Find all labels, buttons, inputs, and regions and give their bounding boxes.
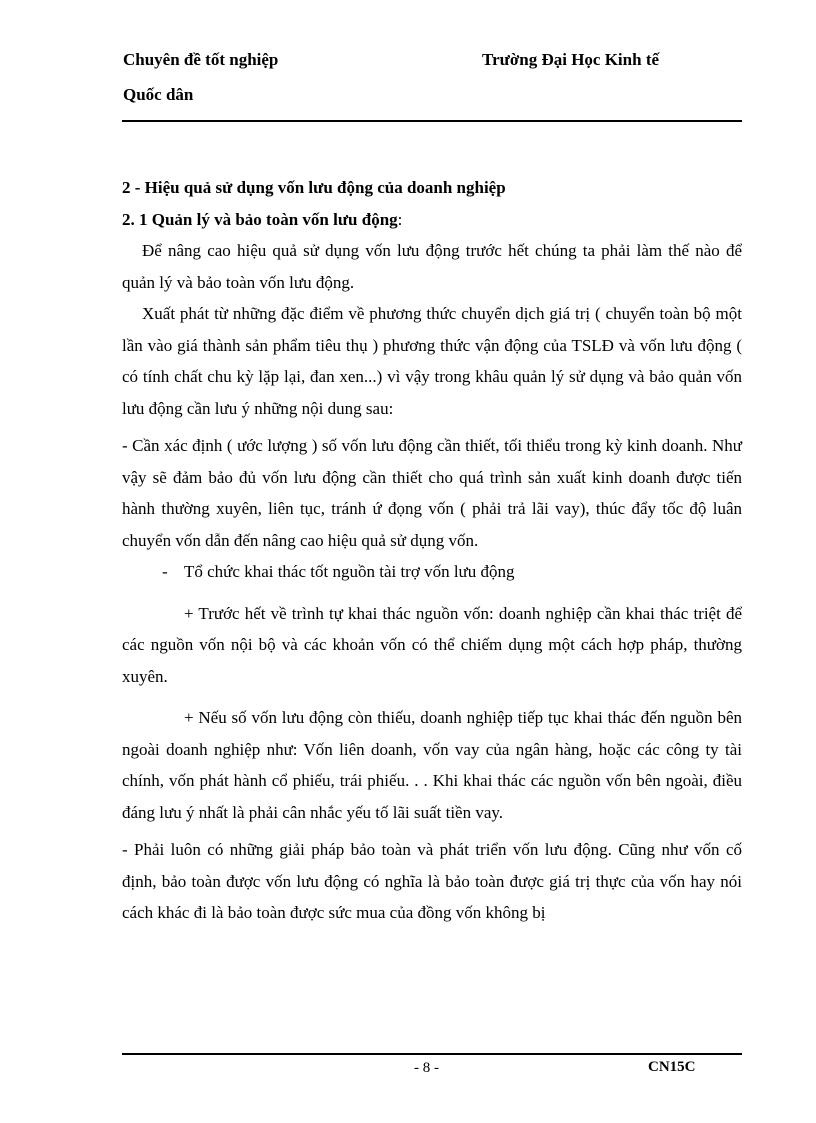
section-heading: 2 - Hiệu quả sử dụng vốn lưu động của doanh nghiệp <box>122 178 506 197</box>
footer-rule <box>122 1053 742 1055</box>
subsection-heading-text: 2. 1 Quản lý và bảo toàn vốn lưu động <box>122 209 398 229</box>
bullet-item <box>122 556 742 588</box>
paragraph-1: Để nâng cao hiệu quả sử dụng vốn lưu động trước hết chúng ta phải làm thế nào để quản lý và bảo toàn vốn lưu động. <box>122 241 742 292</box>
paragraph-2: Xuất phát từ những đặc điểm về phương thức chuyển dịch giá trị ( chuyển toàn bộ một lần vào giá thành sản phẩm tiêu thụ ) phương thức vận động của TSLĐ và vốn lưu động ( có tính chất chu kỳ lặp lại, đan xen...) vì vậy trong khâu quản lý sử dụng và bảo quản vốn lưu động cần lưu ý những nội dung sau: <box>122 304 742 418</box>
subsection-heading <box>122 204 742 236</box>
header-right: Trường Đại Học Kinh tế <box>482 50 660 69</box>
paragraph-5: + Nếu số vốn lưu động còn thiếu, doanh nghiệp tiếp tục khai thác đến nguồn bên ngoài doanh nghiệp như: Vốn liên doanh, vốn vay của ngân hàng, hoặc các công ty tài chính, vốn phát hành cổ phiếu, trái phiếu. . . Khi khai thác các nguồn vốn bên ngoài, điều đáng lưu ý nhất là phải cân nhắc yếu tố lãi suất tiền vay. <box>122 708 742 822</box>
subsection-heading-suffix: : <box>397 209 403 229</box>
paragraph-3: - Cần xác định ( ước lượng ) số vốn lưu động cần thiết, tối thiểu trong kỳ kinh doanh. Như vậy sẽ đảm bảo đủ vốn lưu động cần thiết cho quá trình sản xuất kinh doanh được tiến hành thường xuyên, liên tục, tránh ứ đọng vốn ( phải trả lãi vay), thúc đẩy tốc độ luân chuyển vốn dẫn đến nâng cao hiệu quả sử dụng vốn. <box>122 436 742 550</box>
paragraph-4: + Trước hết về trình tự khai thác nguồn vốn: doanh nghiệp cần khai thác triệt để các nguồn vốn nội bộ và các khoản vốn có thể chiếm dụng một cách hợp pháp, thường xuyên. <box>122 603 742 686</box>
footer-code: CN15C <box>648 1059 696 1075</box>
bullet-text: Tổ chức khai thác tốt nguồn tài trợ vốn lưu động <box>184 562 515 581</box>
page-number: - 8 - <box>414 1060 439 1076</box>
body-text <box>122 172 742 929</box>
paragraph-6: - Phải luôn có những giải pháp bảo toàn và phát triển vốn lưu động. Cũng như vốn cố định, bảo toàn được vốn lưu động có nghĩa là bảo toàn được giá trị thực của vốn hay nói cách khác đi là bảo toàn được sức mua của đồng vốn không bị <box>122 840 742 922</box>
header-rule <box>122 120 742 122</box>
header-left-line2: Quốc dân <box>123 85 194 104</box>
bullet-dash: - <box>162 562 168 581</box>
header-left-line1: Chuyên đề tốt nghiệp <box>123 50 279 69</box>
